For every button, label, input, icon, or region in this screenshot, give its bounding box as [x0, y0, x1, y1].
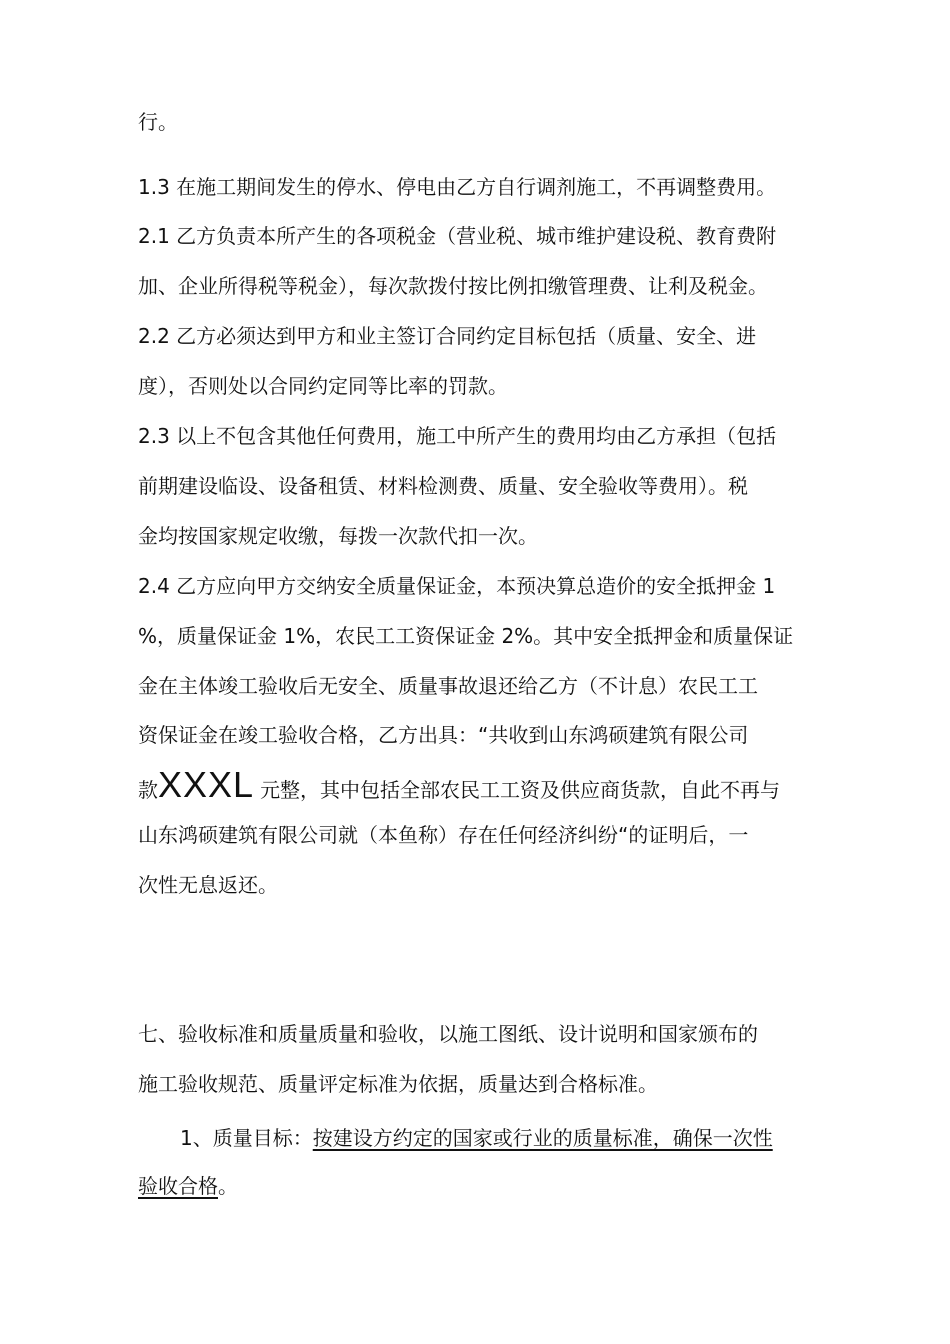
quality-target-text-cont: 验收合格 [138, 1174, 218, 1198]
quality-target-label: 1、质量目标： [180, 1126, 313, 1150]
clause-2-3: 2.3 以上不包含其他任何费用，施工中所产生的费用均由乙方承担（包括 [138, 424, 777, 448]
text-line: %，质量保证金 1%，农民工工资保证金 2%。其中安全抵押金和质量保证 [138, 624, 794, 648]
clause-2-2: 2.2 乙方必须达到甲方和业主签订合同约定目标包括（质量、安全、进 [138, 324, 757, 348]
text-line: 山东鸿硕建筑有限公司就（本鱼称）存在任何经济纠纷“的证明后，一 [138, 823, 749, 847]
text-line: 次性无息返还。 [138, 873, 278, 897]
amount-prefix: 款 [138, 778, 158, 802]
section-7-heading: 七、验收标准和质量质量和验收，以施工图纸、设计说明和国家颁布的 [138, 1022, 758, 1046]
text-line: 资保证金在竣工验收合格，乙方出具：“共收到山东鸿硕建筑有限公司 [138, 723, 749, 747]
clause-2-1: 2.1 乙方负责本所产生的各项税金（营业税、城市维护建设税、教育费附 [138, 224, 777, 248]
text-line: 施工验收规范、质量评定标准为依据，质量达到合格标准。 [138, 1072, 658, 1096]
amount-line [138, 764, 781, 805]
amount-value: XXXL [158, 764, 255, 805]
clause-2-4: 2.4 乙方应向甲方交纳安全质量保证金，本预决算总造价的安全抵押金 1 [138, 574, 776, 598]
clause-1-3: 1.3 在施工期间发生的停水、停电由乙方自行调剂施工，不再调整费用。 [138, 175, 777, 199]
text-line [138, 1172, 238, 1200]
text-line: 金在主体竣工验收后无安全、质量事故退还给乙方（不计息）农民工工 [138, 674, 758, 698]
text-line: 前期建设临设、设备租赁、材料检测费、质量、安全验收等费用）。税 [138, 474, 748, 498]
period: 。 [218, 1174, 238, 1198]
text-line: 行。 [138, 110, 178, 134]
text-line: 加、企业所得税等税金），每次款拨付按比例扣缴管理费、让利及税金。 [138, 274, 768, 298]
quality-target-item [180, 1124, 773, 1152]
text-line: 度），否则处以合同约定同等比率的罚款。 [138, 374, 508, 398]
quality-target-text: 按建设方约定的国家或行业的质量标准，确保一次性 [312, 1126, 773, 1150]
amount-suffix: 元整，其中包括全部农民工工资及供应商货款，自此不再与 [260, 778, 781, 802]
text-line: 金均按国家规定收缴，每拨一次款代扣一次。 [138, 524, 538, 548]
